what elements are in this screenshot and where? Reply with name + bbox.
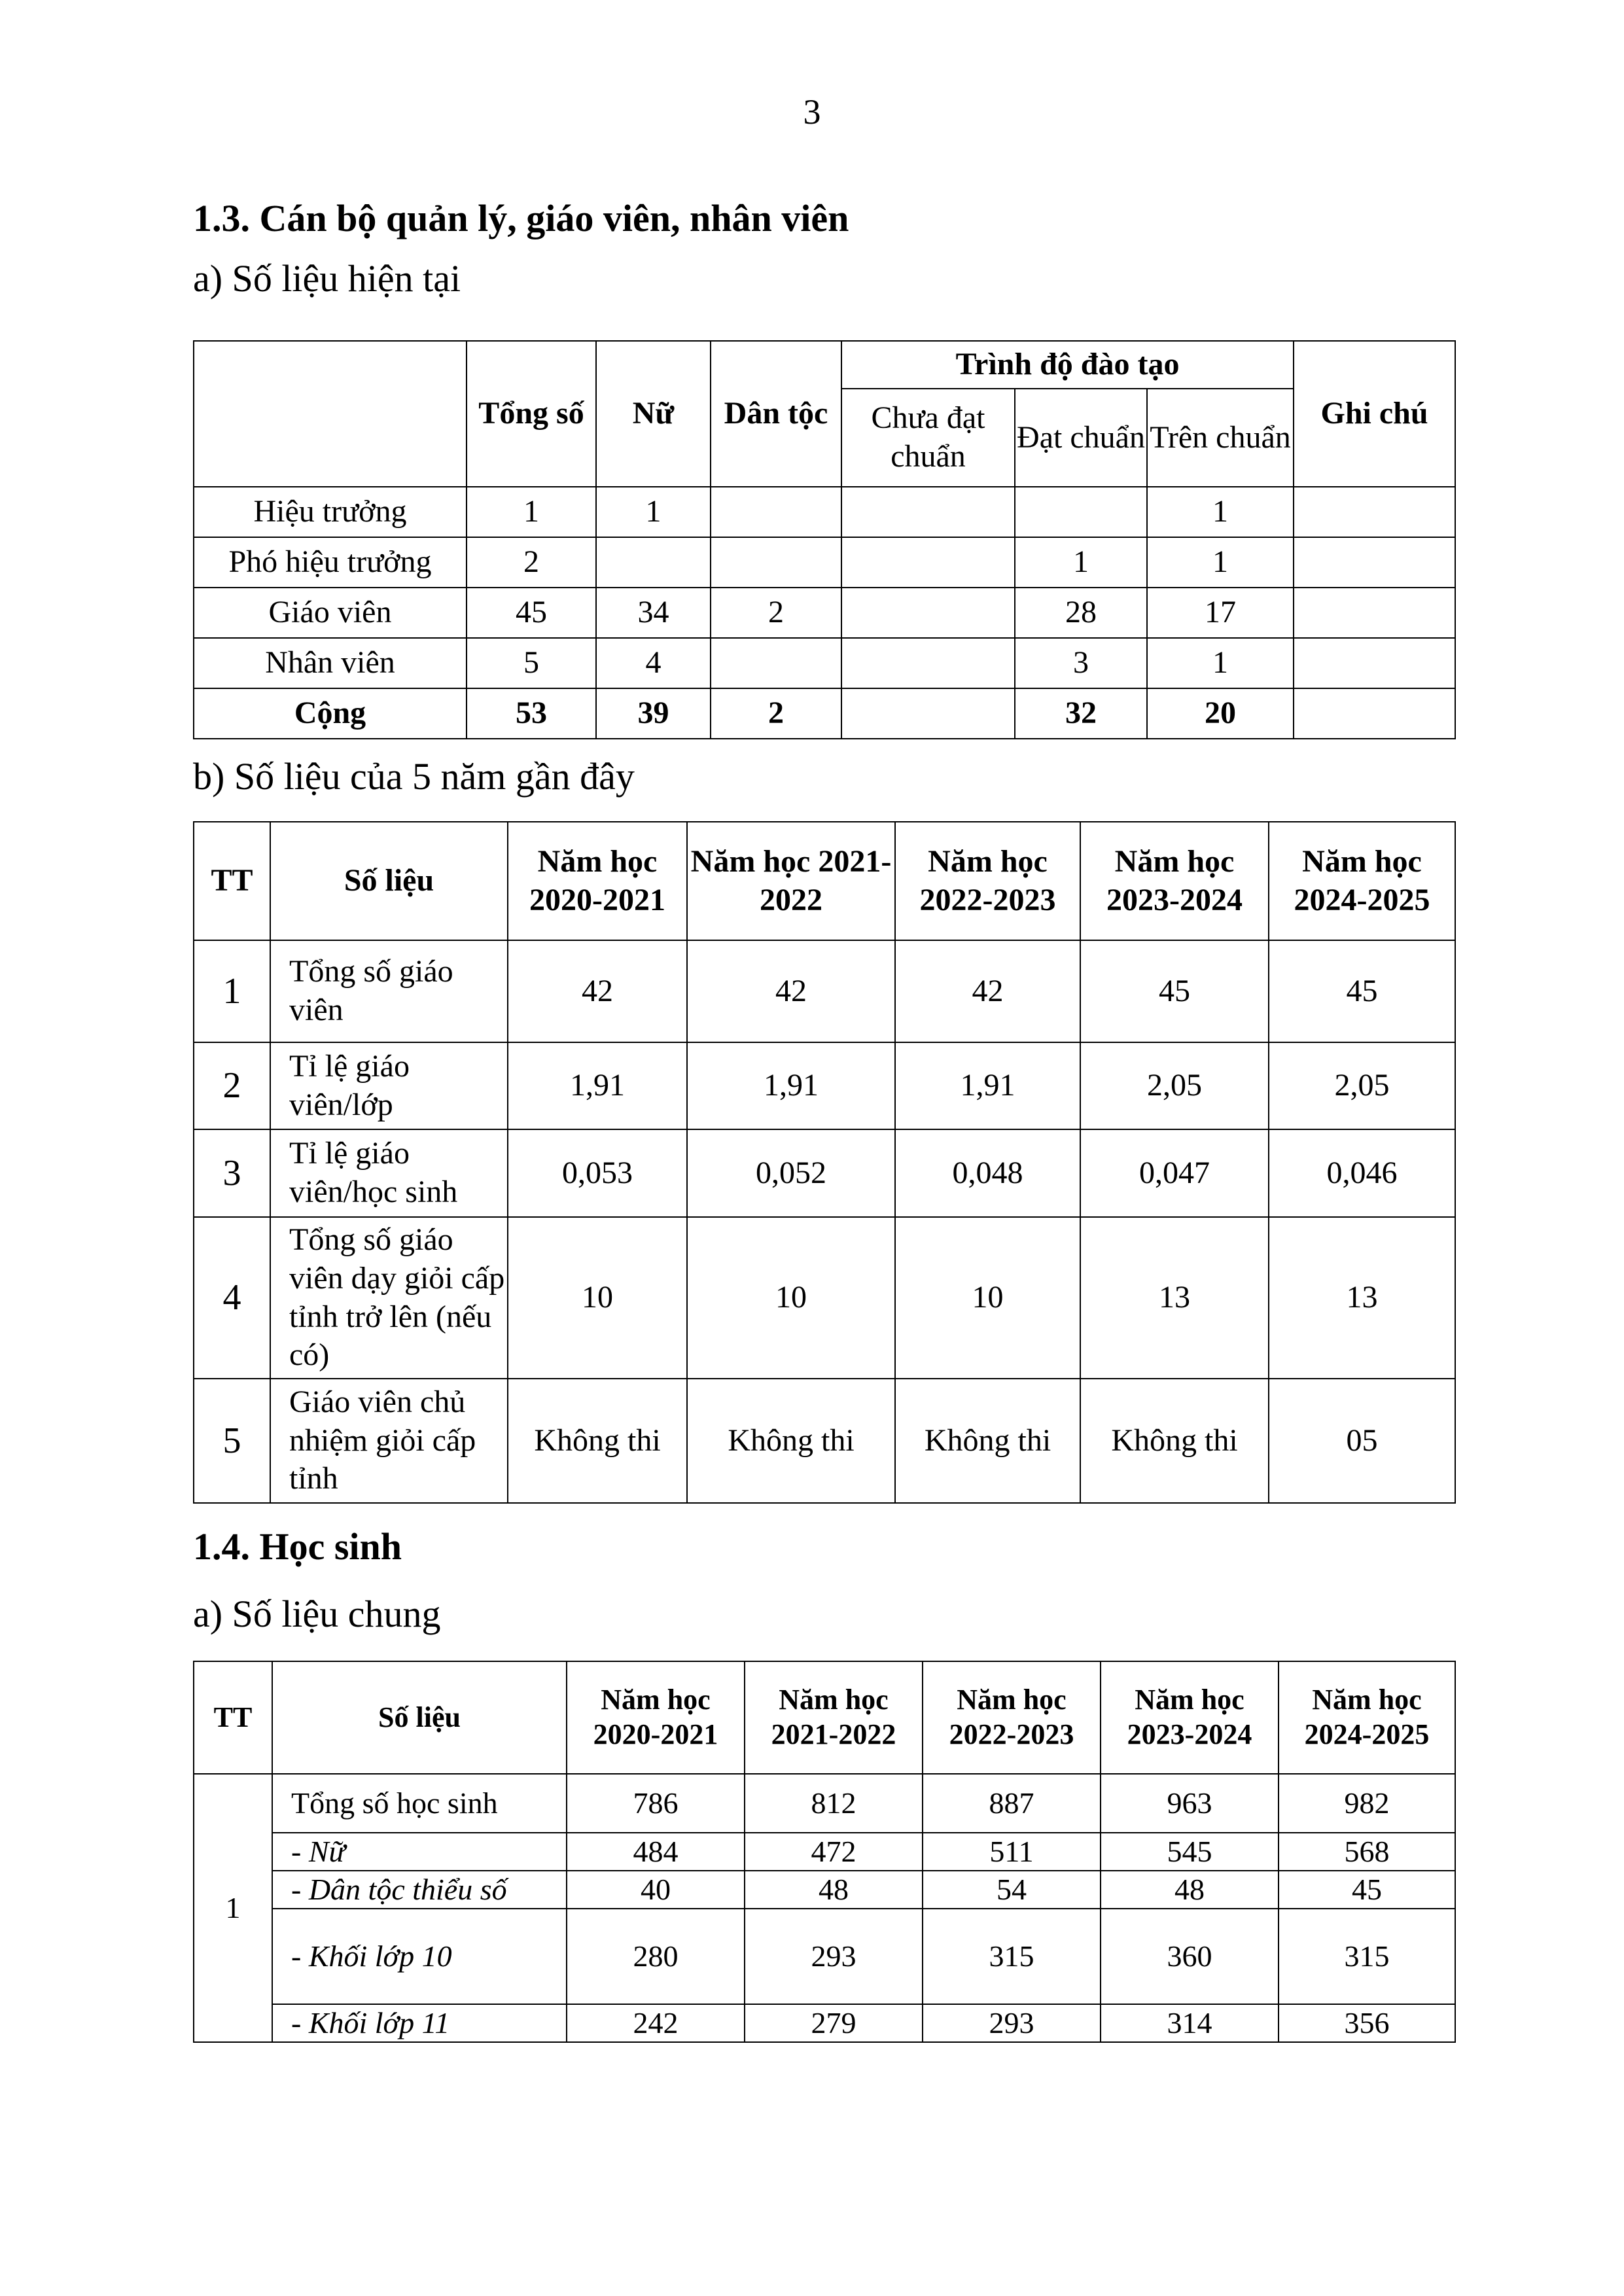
cell-value: 2,05 [1080,1042,1269,1129]
cell-nu [596,537,711,588]
cell-value: 0,046 [1269,1129,1455,1217]
cell-value: 45 [1269,940,1455,1042]
cell-value: 0,047 [1080,1129,1269,1217]
cell-value: 45 [1279,1871,1455,1909]
table-row [194,588,1455,638]
col-year-4: Năm học 2023-2024 [1080,822,1269,940]
table-row [194,487,1455,537]
cell-tt: 1 [194,940,270,1042]
row-label: Tỉ lệ giáo viên/lớp [270,1042,508,1129]
row-label: Tổng số giáo viên dạy giỏi cấp tỉnh trở lên (nếu có) [270,1217,508,1379]
staff-current-table [193,340,1456,739]
cell-dt [711,638,841,688]
cell-value: Không thi [1080,1379,1269,1503]
cell-ghi [1294,487,1455,537]
col-year-2: Năm học 2021-2022 [745,1661,923,1774]
table-row [194,1042,1455,1129]
cell-value: Không thi [895,1379,1080,1503]
section-1-3-sub-a: a) Số liệu hiện tại [193,257,461,300]
cell-value: 1,91 [508,1042,687,1129]
cell-value: 13 [1080,1217,1269,1379]
cell-dt [711,537,841,588]
cell-tren: 1 [1147,537,1294,588]
cell-chua [841,638,1015,688]
cell-value: 963 [1101,1774,1279,1833]
table-row [194,1129,1455,1217]
cell-tren: 20 [1147,688,1294,739]
cell-value: 568 [1279,1833,1455,1871]
section-1-4-sub-a: a) Số liệu chung [193,1593,441,1635]
cell-value: 10 [508,1217,687,1379]
col-tt: TT [194,1661,272,1774]
row-label: Giáo viên chủ nhiệm giỏi cấp tỉnh [270,1379,508,1503]
cell-tren: 1 [1147,487,1294,537]
cell-value: 1,91 [895,1042,1080,1129]
cell-ghi [1294,688,1455,739]
cell-chua [841,537,1015,588]
cell-value: 1,91 [687,1042,895,1129]
table-header-row [194,822,1455,940]
col-ghi-chu: Ghi chú [1294,341,1455,487]
cell-value: 314 [1101,2004,1279,2042]
col-dat: Đạt chuẩn [1015,389,1147,487]
row-label: Giáo viên [194,588,467,638]
col-nu: Nữ [596,341,711,487]
cell-value: 982 [1279,1774,1455,1833]
row-label: Hiệu trưởng [194,487,467,537]
cell-dat: 28 [1015,588,1147,638]
row-label: Tỉ lệ giáo viên/học sinh [270,1129,508,1217]
cell-value: 13 [1269,1217,1455,1379]
cell-nu: 39 [596,688,711,739]
row-label: Tổng số giáo viên [270,940,508,1042]
row-label: Cộng [194,688,467,739]
cell-tt: 2 [194,1042,270,1129]
col-year-3: Năm học 2022-2023 [895,822,1080,940]
cell-value: 48 [745,1871,923,1909]
cell-value: 484 [567,1833,745,1871]
cell-chua [841,588,1015,638]
cell-value: 05 [1269,1379,1455,1503]
page-number: 3 [803,92,821,132]
cell-value: 472 [745,1833,923,1871]
cell-tren: 17 [1147,588,1294,638]
cell-tong: 53 [467,688,596,739]
cell-tong: 5 [467,638,596,688]
col-tt: TT [194,822,270,940]
cell-tong: 45 [467,588,596,638]
cell-chua [841,487,1015,537]
cell-value: 356 [1279,2004,1455,2042]
section-1-3-title: 1.3. Cán bộ quản lý, giáo viên, nhân viên [193,197,849,239]
cell-value: 54 [923,1871,1101,1909]
cell-value: 242 [567,2004,745,2042]
section-1-3-sub-b: b) Số liệu của 5 năm gần đây [193,755,635,798]
cell-tt: 3 [194,1129,270,1217]
table-row [194,2004,1455,2042]
col-tren: Trên chuẩn [1147,389,1294,487]
section-1-4-title: 1.4. Học sinh [193,1525,402,1568]
cell-tt: 5 [194,1379,270,1503]
cell-dt: 2 [711,688,841,739]
table-row [194,940,1455,1042]
cell-value: Không thi [687,1379,895,1503]
table-row [194,537,1455,588]
col-year-4: Năm học 2023-2024 [1101,1661,1279,1774]
table-row [194,1909,1455,2004]
table-row [194,1774,1455,1833]
col-so-lieu: Số liệu [270,822,508,940]
cell-ghi [1294,537,1455,588]
cell-value: 280 [567,1909,745,2004]
cell-value: 0,052 [687,1129,895,1217]
cell-value: 42 [895,940,1080,1042]
cell-value: 10 [687,1217,895,1379]
cell-value: 42 [508,940,687,1042]
cell-value: 887 [923,1774,1101,1833]
cell-value: 511 [923,1833,1101,1871]
cell-value: 293 [923,2004,1101,2042]
table-header-row [194,1661,1455,1774]
row-label: Nhân viên [194,638,467,688]
students-table [193,1661,1456,2043]
cell-value: 293 [745,1909,923,2004]
col-chua-dat: Chưa đạt chuẩn [841,389,1015,487]
row-label: - Khối lớp 11 [272,2004,567,2042]
col-dan-toc: Dân tộc [711,341,841,487]
table-row [194,1217,1455,1379]
row-label: Tổng số học sinh [272,1774,567,1833]
col-year-2: Năm học 2021-2022 [687,822,895,940]
cell-chua [841,688,1015,739]
cell-value: 315 [923,1909,1101,2004]
cell-tren: 1 [1147,638,1294,688]
cell-value: 360 [1101,1909,1279,2004]
table-row [194,1379,1455,1503]
row-label: - Dân tộc thiểu số [272,1871,567,1909]
cell-dt [711,487,841,537]
cell-value: 45 [1080,940,1269,1042]
cell-value: 0,048 [895,1129,1080,1217]
cell-value: Không thi [508,1379,687,1503]
col-year-1: Năm học 2020-2021 [567,1661,745,1774]
cell-dat: 1 [1015,537,1147,588]
cell-dat: 3 [1015,638,1147,688]
blank-header-cell [194,341,467,487]
cell-value: 279 [745,2004,923,2042]
cell-nu: 4 [596,638,711,688]
cell-value: 0,053 [508,1129,687,1217]
cell-tong: 1 [467,487,596,537]
cell-value: 10 [895,1217,1080,1379]
cell-value: 42 [687,940,895,1042]
table-row [194,638,1455,688]
cell-value: 545 [1101,1833,1279,1871]
cell-tt: 4 [194,1217,270,1379]
cell-value: 48 [1101,1871,1279,1909]
col-so-lieu: Số liệu [272,1661,567,1774]
cell-dat [1015,487,1147,537]
row-label: Phó hiệu trưởng [194,537,467,588]
cell-dat: 32 [1015,688,1147,739]
col-trinh-do: Trình độ đào tạo [841,341,1294,389]
table-row [194,1833,1455,1871]
col-year-5: Năm học 2024-2025 [1269,822,1455,940]
cell-value: 2,05 [1269,1042,1455,1129]
cell-nu: 1 [596,487,711,537]
table-row [194,1871,1455,1909]
cell-value: 812 [745,1774,923,1833]
cell-value: 786 [567,1774,745,1833]
total-row [194,688,1455,739]
cell-value: 40 [567,1871,745,1909]
col-year-1: Năm học 2020-2021 [508,822,687,940]
col-year-3: Năm học 2022-2023 [923,1661,1101,1774]
cell-tt: 1 [194,1774,272,2042]
cell-nu: 34 [596,588,711,638]
cell-value: 315 [1279,1909,1455,2004]
col-year-5: Năm học 2024-2025 [1279,1661,1455,1774]
cell-ghi [1294,638,1455,688]
row-label: - Khối lớp 10 [272,1909,567,2004]
cell-tong: 2 [467,537,596,588]
cell-ghi [1294,588,1455,638]
cell-dt: 2 [711,588,841,638]
col-tong-so: Tổng số [467,341,596,487]
row-label: - Nữ [272,1833,567,1871]
staff-5year-table [193,821,1456,1504]
